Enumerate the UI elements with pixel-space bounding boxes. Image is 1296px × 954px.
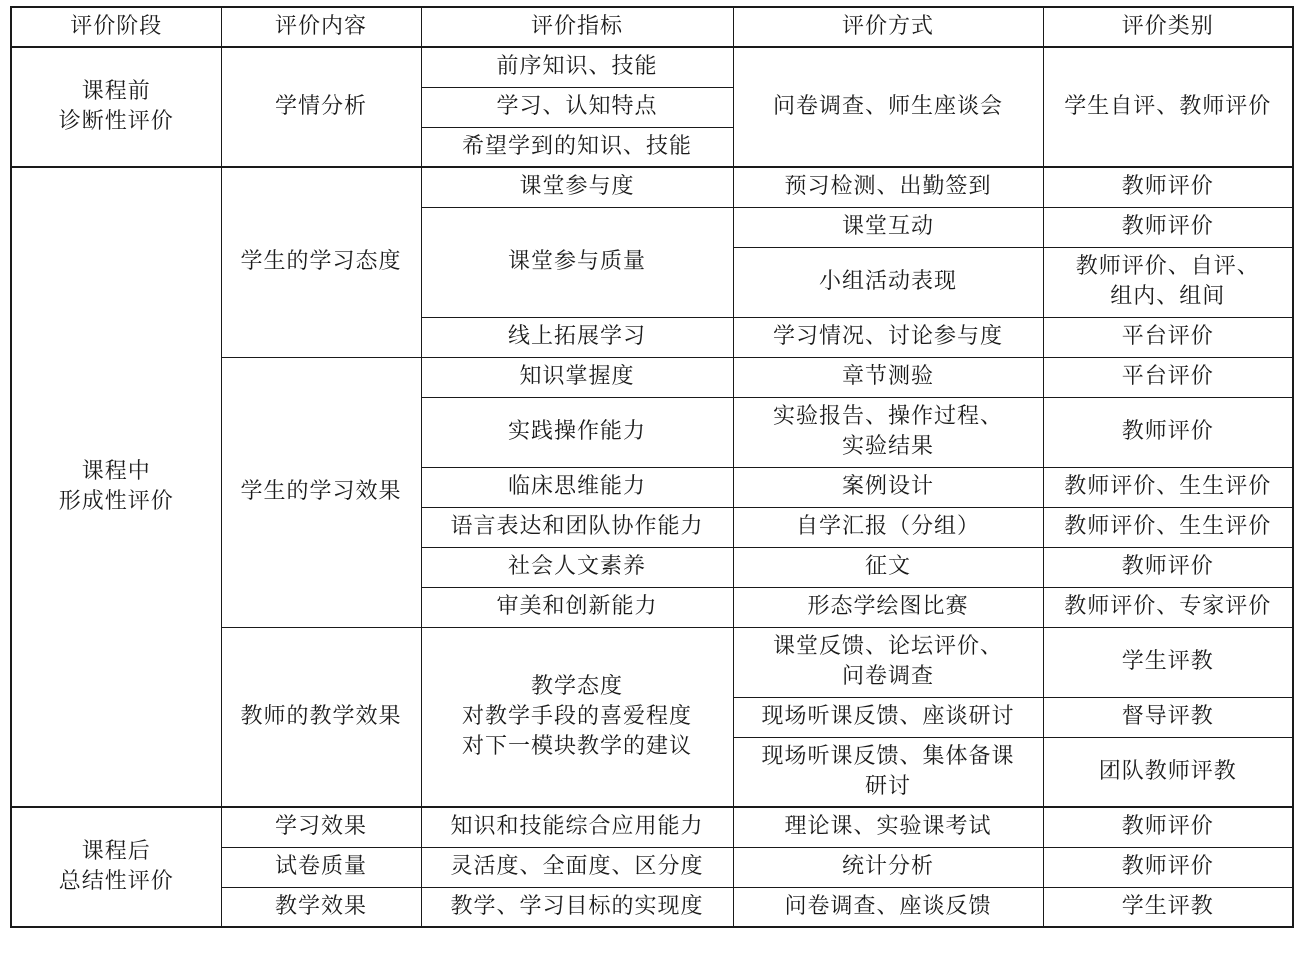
method-cell: 理论课、实验课考试 — [733, 807, 1043, 847]
category-cell: 督导评教 — [1043, 697, 1293, 737]
indicator-cell: 知识掌握度 — [421, 357, 733, 397]
method-cell: 统计分析 — [733, 847, 1043, 887]
category-cell: 教师评价 — [1043, 847, 1293, 887]
indicator-cell: 课堂参与度 — [421, 167, 733, 207]
method-cell: 形态学绘图比赛 — [733, 587, 1043, 627]
method-cell: 预习检测、出勤签到 — [733, 167, 1043, 207]
indicator-cell: 语言表达和团队协作能力 — [421, 507, 733, 547]
header-stage: 评价阶段 — [11, 7, 221, 47]
method-cell: 章节测验 — [733, 357, 1043, 397]
indicator-cell: 学习、认知特点 — [421, 87, 733, 127]
category-cell: 教师评价 — [1043, 167, 1293, 207]
stage-cell: 课程中 形成性评价 — [11, 167, 221, 807]
content-cell: 教学效果 — [221, 887, 421, 927]
header-category: 评价类别 — [1043, 7, 1293, 47]
category-cell: 教师评价、生生评价 — [1043, 507, 1293, 547]
method-cell: 现场听课反馈、集体备课 研讨 — [733, 737, 1043, 807]
category-cell: 学生自评、教师评价 — [1043, 47, 1293, 167]
indicator-cell: 线上拓展学习 — [421, 317, 733, 357]
category-cell: 教师评价 — [1043, 547, 1293, 587]
method-cell: 自学汇报（分组） — [733, 507, 1043, 547]
method-cell: 问卷调查、师生座谈会 — [733, 47, 1043, 167]
method-cell: 课堂反馈、论坛评价、 问卷调查 — [733, 627, 1043, 697]
evaluation-table — [10, 6, 1294, 928]
content-cell: 试卷质量 — [221, 847, 421, 887]
category-cell: 教师评价、自评、 组内、组间 — [1043, 247, 1293, 317]
content-cell: 学生的学习态度 — [221, 167, 421, 357]
method-cell: 现场听课反馈、座谈研讨 — [733, 697, 1043, 737]
evaluation-table-wrapper — [10, 6, 1294, 928]
indicator-cell: 实践操作能力 — [421, 397, 733, 467]
indicator-cell: 希望学到的知识、技能 — [421, 127, 733, 167]
category-cell: 平台评价 — [1043, 357, 1293, 397]
table-row — [11, 47, 1293, 87]
method-cell: 小组活动表现 — [733, 247, 1043, 317]
category-cell: 教师评价、专家评价 — [1043, 587, 1293, 627]
stage-cell: 课程后 总结性评价 — [11, 807, 221, 927]
indicator-cell: 教学、学习目标的实现度 — [421, 887, 733, 927]
indicator-cell: 教学态度 对教学手段的喜爱程度 对下一模块教学的建议 — [421, 627, 733, 807]
method-cell: 实验报告、操作过程、 实验结果 — [733, 397, 1043, 467]
header-method: 评价方式 — [733, 7, 1043, 47]
category-cell: 教师评价 — [1043, 207, 1293, 247]
indicator-cell: 社会人文素养 — [421, 547, 733, 587]
indicator-cell: 课堂参与质量 — [421, 207, 733, 317]
table-row — [11, 167, 1293, 207]
content-cell: 教师的教学效果 — [221, 627, 421, 807]
content-cell: 学习效果 — [221, 807, 421, 847]
header-row — [11, 7, 1293, 47]
indicator-cell: 前序知识、技能 — [421, 47, 733, 87]
category-cell: 团队教师评教 — [1043, 737, 1293, 807]
category-cell: 教师评价 — [1043, 397, 1293, 467]
table-row — [11, 807, 1293, 847]
indicator-cell: 知识和技能综合应用能力 — [421, 807, 733, 847]
method-cell: 问卷调查、座谈反馈 — [733, 887, 1043, 927]
content-cell: 学生的学习效果 — [221, 357, 421, 627]
indicator-cell: 审美和创新能力 — [421, 587, 733, 627]
category-cell: 教师评价 — [1043, 807, 1293, 847]
method-cell: 学习情况、讨论参与度 — [733, 317, 1043, 357]
header-content: 评价内容 — [221, 7, 421, 47]
indicator-cell: 临床思维能力 — [421, 467, 733, 507]
method-cell: 案例设计 — [733, 467, 1043, 507]
header-indicator: 评价指标 — [421, 7, 733, 47]
category-cell: 学生评教 — [1043, 887, 1293, 927]
method-cell: 征文 — [733, 547, 1043, 587]
category-cell: 平台评价 — [1043, 317, 1293, 357]
method-cell: 课堂互动 — [733, 207, 1043, 247]
category-cell: 学生评教 — [1043, 627, 1293, 697]
category-cell: 教师评价、生生评价 — [1043, 467, 1293, 507]
indicator-cell: 灵活度、全面度、区分度 — [421, 847, 733, 887]
content-cell: 学情分析 — [221, 47, 421, 167]
stage-cell: 课程前 诊断性评价 — [11, 47, 221, 167]
